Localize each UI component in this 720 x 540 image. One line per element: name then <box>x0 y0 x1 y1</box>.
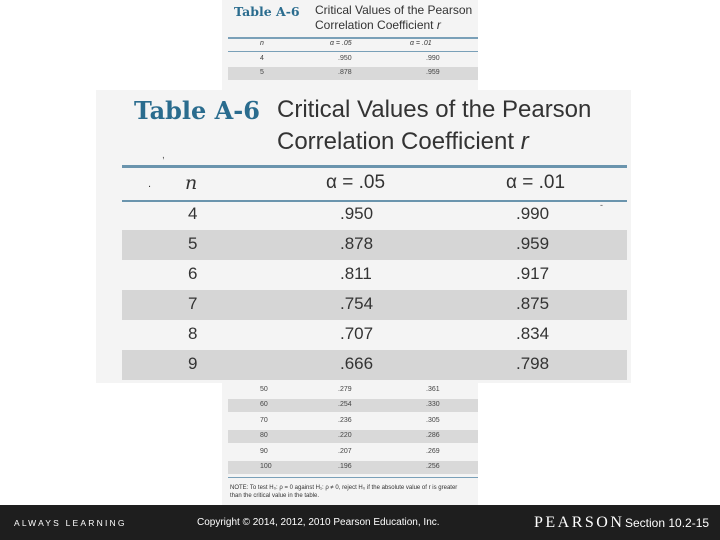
table-row <box>122 350 627 380</box>
stray-dash: - <box>600 200 603 210</box>
header-alpha01: α = .01 <box>506 172 566 193</box>
table-title-line2: Correlation Coefficient r <box>277 128 529 155</box>
footer-bar <box>0 505 720 540</box>
small-header-n: n <box>260 40 264 47</box>
table-header-row <box>122 168 627 200</box>
table-title-line1: Critical Values of the Pearson <box>277 96 592 123</box>
cell-n: 8 <box>188 324 198 343</box>
cell-alpha01: .917 <box>516 264 550 283</box>
stray-dot: . <box>148 178 152 190</box>
section-number: Section 10.2-15 <box>625 516 710 530</box>
zoomed-table-image <box>96 90 631 383</box>
cell-n: 9 <box>188 354 198 373</box>
small-table-rule <box>228 51 478 52</box>
table-row <box>122 290 627 320</box>
cell-n: 7 <box>188 294 198 313</box>
small-table-row: 100 .196 .256 <box>228 461 478 474</box>
small-table-row: 80 .220 .286 <box>228 430 478 443</box>
cell-alpha05: .878 <box>340 234 374 253</box>
small-header-alpha05: α = .05 <box>330 40 352 47</box>
small-table-row: 5 .878 .959 <box>228 67 478 80</box>
table-note: NOTE: To test H₀: ρ = 0 against H₁: ρ ≠ 0, reject H₀ if the absolute value of r is greater than the critical value in the table. <box>230 485 458 499</box>
header-alpha05: α = .05 <box>326 172 386 193</box>
small-table-title-line2: Correlation Coefficient r <box>315 18 441 32</box>
table-row <box>122 320 627 350</box>
small-table-row: 60 .254 .330 <box>228 399 478 412</box>
cell-alpha01: .798 <box>516 354 550 373</box>
stray-comma: , <box>162 150 165 161</box>
small-table-row: 70 .236 .305 <box>260 417 440 424</box>
table-label: Table A-6 <box>134 96 260 125</box>
pearson-logo: PEARSON <box>534 514 625 531</box>
cell-alpha01: .834 <box>516 324 550 343</box>
cell-n: 6 <box>188 264 198 283</box>
cell-alpha05: .666 <box>340 354 374 373</box>
table-row <box>122 230 627 260</box>
cell-alpha05: .754 <box>340 294 374 313</box>
small-table-label: Table A-6 <box>234 4 300 19</box>
small-table-row: 50 .279 .361 <box>260 386 440 393</box>
cell-alpha01: .990 <box>516 204 550 223</box>
cell-alpha01: .959 <box>516 234 550 253</box>
copyright-text: Copyright © 2014, 2012, 2010 Pearson Education, Inc. <box>197 517 440 528</box>
header-n: n <box>185 172 198 194</box>
table-row <box>122 200 627 230</box>
small-header-alpha01: α = .01 <box>410 40 432 47</box>
table-row <box>122 260 627 290</box>
cell-alpha05: .950 <box>340 204 374 223</box>
small-table-row: 4 .950 .990 <box>260 55 440 62</box>
always-learning-tagline: ALWAYS LEARNING <box>14 518 127 528</box>
cell-n: 4 <box>188 204 198 223</box>
small-table-title-line1: Critical Values of the Pearson <box>315 3 473 17</box>
small-table-rule <box>228 477 478 478</box>
cell-alpha05: .811 <box>340 264 372 283</box>
cell-alpha05: .707 <box>340 324 374 343</box>
cell-alpha01: .875 <box>516 294 550 313</box>
small-table-row: 90 .207 .269 <box>260 448 440 455</box>
small-table-header <box>228 37 478 51</box>
cell-n: 5 <box>188 234 198 253</box>
